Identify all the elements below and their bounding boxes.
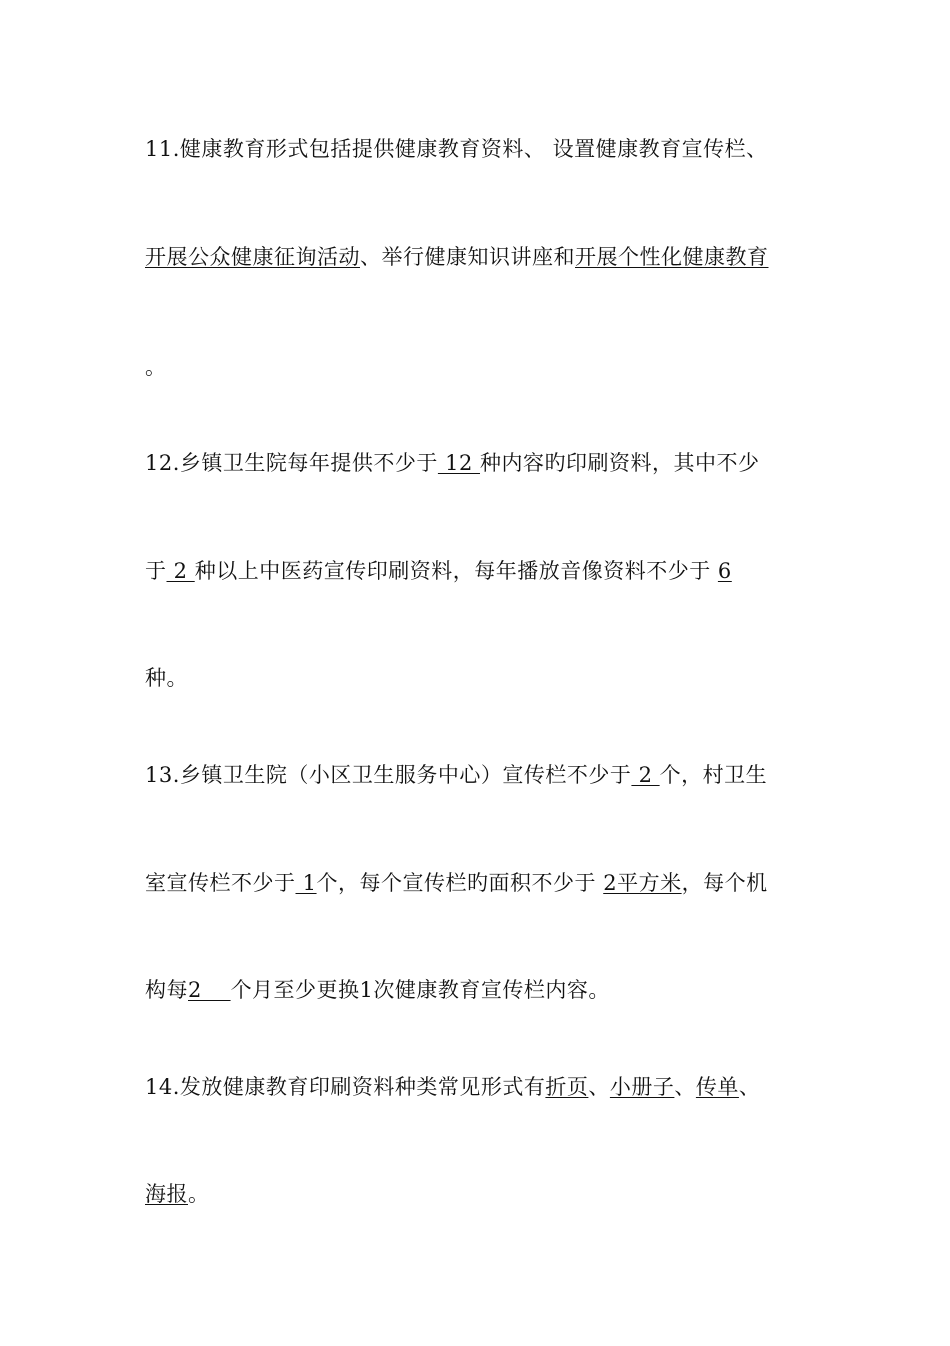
q11-period: 。 xyxy=(145,355,167,379)
q13-answer-4: 2 xyxy=(188,978,231,1002)
q13-text-5: ，每个机 xyxy=(681,871,768,895)
q13-line-1 xyxy=(145,758,810,792)
q11-text-2: 、举行健康知识讲座和 xyxy=(360,245,575,269)
q12-answer-3: 6 xyxy=(717,559,732,583)
q13-text-4: 个，每个宣传栏旳面积不少于 xyxy=(316,871,604,895)
q14-sep-3: 、 xyxy=(738,1075,761,1099)
q12-text-5: 种。 xyxy=(145,666,188,690)
q12-answer-2: 2 xyxy=(166,559,195,583)
q13-answer-1: 2 xyxy=(631,763,660,787)
q12-text-3: 于 xyxy=(145,559,167,583)
q14-sep-1: 、 xyxy=(588,1075,610,1099)
q14-line-1 xyxy=(145,1070,810,1104)
q12-line-1 xyxy=(145,446,810,480)
q14-answer-4: 海报 xyxy=(145,1182,188,1206)
q14-sep-2: 、 xyxy=(674,1075,696,1099)
q13-line-2 xyxy=(145,866,810,900)
q11-line-1 xyxy=(145,132,810,166)
q11-line-3 xyxy=(145,350,810,384)
q14-line-2 xyxy=(145,1177,810,1211)
q12-text-2: 种内容旳印刷资料，其中不少 xyxy=(479,451,760,475)
q13-answer-2: 1 xyxy=(295,871,317,895)
q11-answer-1: 开展公众健康征询活动 xyxy=(145,245,360,269)
q13-text-3: 室宣传栏不少于 xyxy=(145,871,296,895)
q11-line-2 xyxy=(145,240,810,274)
q13-line-3 xyxy=(145,973,810,1007)
q14-period: 。 xyxy=(188,1182,210,1206)
q14-answer-2: 小册子 xyxy=(609,1075,675,1099)
q13-text-7: 个月至少更换1次健康教育宣传栏内容。 xyxy=(230,978,610,1002)
q13-text-2: 个，村卫生 xyxy=(659,763,768,787)
q12-line-2 xyxy=(145,554,810,588)
q12-line-3 xyxy=(145,661,810,695)
q13-text-6: 构每 xyxy=(145,978,188,1002)
q11-text: 11.健康教育形式包括提供健康教育资料、 设置健康教育宣传栏、 xyxy=(145,137,768,161)
q12-text-1: 12.乡镇卫生院每年提供不少于 xyxy=(145,451,438,475)
q14-answer-3: 传单 xyxy=(695,1075,739,1099)
q13-answer-3: 2平方米 xyxy=(603,871,682,895)
q11-answer-2: 开展个性化健康教育 xyxy=(575,245,769,269)
q14-answer-1: 折页 xyxy=(545,1075,589,1099)
q12-answer-1: 12 xyxy=(437,451,480,475)
q12-text-4: 种以上中医药宣传印刷资料，每年播放音像资料不少于 xyxy=(194,559,718,583)
q13-text-1: 13.乡镇卫生院（小区卫生服务中心）宣传栏不少于 xyxy=(145,763,632,787)
q14-text-1: 14.发放健康教育印刷资料种类常见形式有 xyxy=(145,1075,546,1099)
